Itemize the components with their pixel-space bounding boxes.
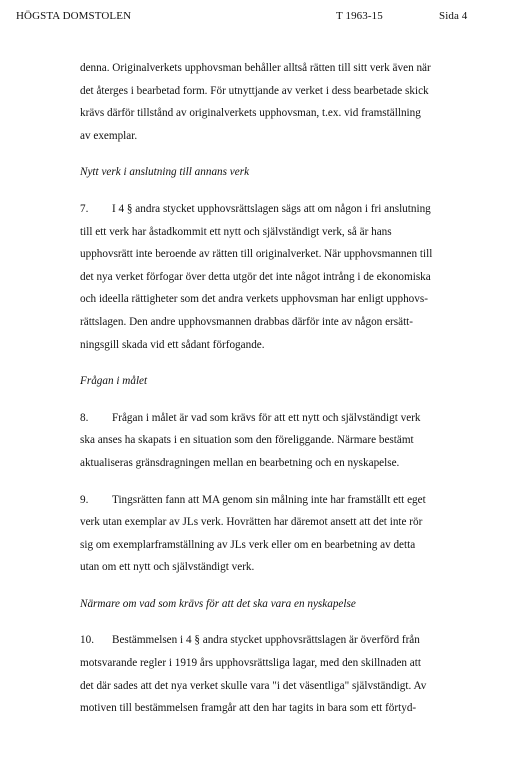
section-heading: Frågan i målet	[80, 375, 148, 388]
page-number: Sida 4	[439, 10, 468, 22]
text-line: Tingsrätten fann att MA genom sin målning inte har framställt ett eget	[112, 493, 426, 506]
text-line: av exemplar.	[80, 129, 138, 142]
text-line: krävs därför tillstånd av originalverkets upphovsman, t.ex. vid framställning	[80, 107, 421, 120]
text-line: det där sades att det nya verket skulle vara "i det väsentliga" självständigt. Av	[80, 679, 427, 692]
text-line: denna. Originalverkets upphovsman behåller alltså rätten till sitt verk även när	[80, 62, 431, 74]
text-line: till ett verk har åstadkommit ett nytt och självständigt verk, så är hans	[80, 225, 392, 238]
court-name: HÖGSTA DOMSTOLEN	[16, 10, 132, 22]
case-number: T 1963-15	[336, 10, 383, 22]
text-line: det nya verket förfogar över detta utgör det inte något intrång i de ekonomiska	[80, 270, 431, 283]
text-line: Frågan i målet är vad som krävs för att ett nytt och självständigt verk	[112, 411, 421, 424]
text-line: det återges i bearbetad form. För utnyttjande av verket i dess bearbetade skick	[80, 84, 429, 97]
paragraph-number: 7.	[80, 202, 89, 215]
paragraph-number: 8.	[80, 411, 89, 424]
text-line: ningsgill skada vid ett sådant förfogande.	[80, 338, 265, 351]
paragraph-7	[80, 198, 500, 356]
text-line: motiven till bestämmelsen framgår att den har tagits in bara som ett förtyd-	[80, 702, 417, 715]
text-line: Bestämmelsen i 4 § andra stycket upphovsrättslagen är överförd från	[112, 634, 420, 647]
text-line: motsvarande regler i 1919 års upphovsrättsliga lagar, med den skillnaden att	[80, 657, 421, 670]
text-line: ska anses ha skapats i en situation som den föreliggande. Närmare bestämt	[80, 434, 414, 447]
paragraph-9	[80, 489, 500, 579]
section-heading: Närmare om vad som krävs för att det ska vara en nyskapelse	[80, 597, 356, 610]
text-line: aktualiseras gränsdragningen mellan en bearbetning och en nyskapelse.	[80, 456, 400, 469]
text-line: upphovsrätt inte beroende av rätten till originalverket. När upphovsmannen till	[80, 248, 433, 261]
text-line: sig om exemplarframställning av JLs verk eller om en bearbetning av detta	[80, 538, 416, 551]
paragraph-10	[80, 629, 500, 719]
text-line: verk utan exemplar av JLs verk. Hovrätten har däremot ansett att det inte rör	[80, 516, 423, 529]
page-header	[16, 10, 516, 26]
paragraph-8	[80, 407, 500, 475]
paragraph-number: 9.	[80, 493, 89, 506]
intro-paragraph	[80, 57, 500, 147]
text-line: rättslagen. Den andre upphovsmannen drabbas därför inte av någon ersätt-	[80, 315, 414, 328]
text-line: I 4 § andra stycket upphovsrättslagen sägs att om någon i fri anslutning	[112, 202, 431, 215]
section-heading: Nytt verk i anslutning till annans verk	[80, 166, 250, 179]
text-line: utan om ett nytt och självständigt verk.	[80, 561, 255, 574]
text-line: och ideella rättigheter som det andra verkets upphovsman har enligt upphovs-	[80, 293, 428, 306]
paragraph-number: 10.	[80, 634, 94, 647]
document-body	[80, 57, 500, 720]
